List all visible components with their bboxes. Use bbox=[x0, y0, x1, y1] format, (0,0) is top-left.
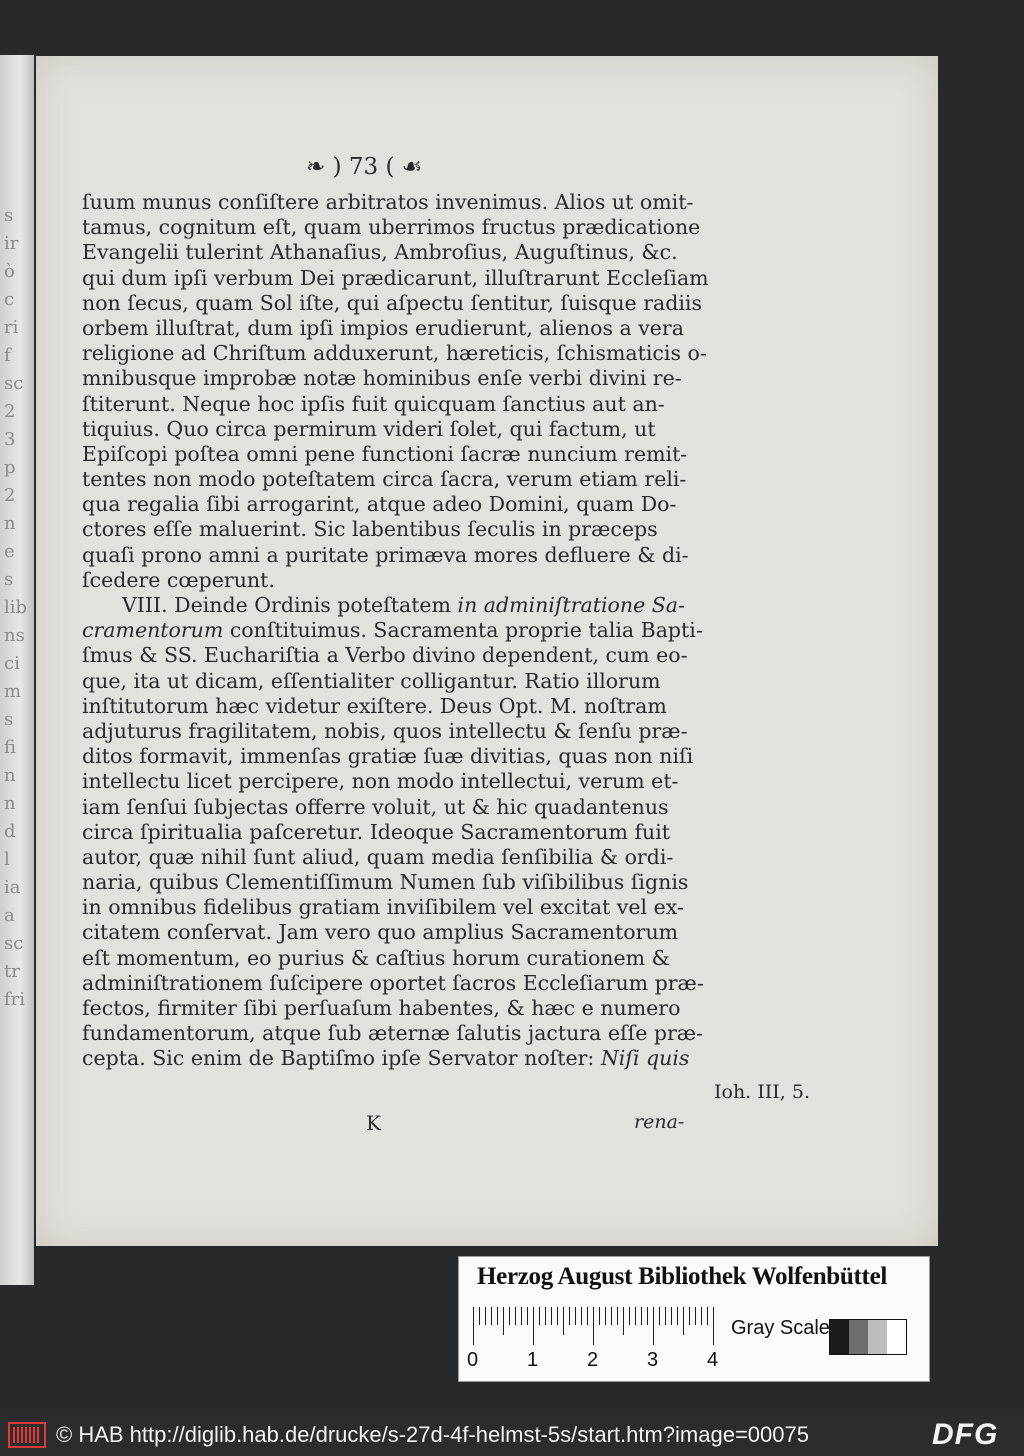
text-run: orbem illuſtrat, dum ipſi impios erudierunt, alienos a vera bbox=[82, 315, 684, 340]
text-line bbox=[82, 870, 702, 895]
ruler-tick bbox=[581, 1307, 582, 1325]
text-run: fundamentorum, atque ſub æternæ ſalutis jactura eſſe præ- bbox=[82, 1021, 703, 1046]
facing-page-fragment: ci bbox=[4, 653, 20, 674]
facing-page-fragment: s bbox=[4, 709, 14, 730]
grayscale-label: Gray Scale bbox=[731, 1317, 830, 1339]
ruler-tick bbox=[611, 1307, 612, 1325]
facing-page-fragment: n bbox=[4, 793, 16, 814]
text-line bbox=[82, 769, 702, 794]
text-line bbox=[82, 265, 709, 291]
ruler-tick bbox=[587, 1307, 588, 1325]
text-run: adjuturus fragilitatem, nobis, quos intellectu & ſenſu præ- bbox=[82, 718, 688, 743]
facing-page-fragment: lib bbox=[4, 597, 28, 618]
facing-page-fragment: e bbox=[4, 541, 15, 562]
facing-page-fragment: 2 bbox=[4, 485, 16, 506]
source-url[interactable]: © HAB http://diglib.hab.de/drucke/s-27d-4f-helmst-5s/start.htm?image=00075 bbox=[56, 1422, 809, 1447]
facing-page-fragment: ns bbox=[4, 625, 25, 646]
italic-run: Niſi quis bbox=[600, 1046, 690, 1071]
text-line bbox=[82, 492, 702, 517]
facing-page-fragment: d bbox=[4, 821, 16, 842]
ruler-tick bbox=[557, 1307, 558, 1325]
facing-page-edge bbox=[0, 55, 34, 1285]
text-run: cepta. Sic enim de Baptiſmo ipſe Servator noſter: bbox=[82, 1046, 601, 1071]
ruler-tick bbox=[599, 1307, 600, 1325]
text-run: tiquius. Quo circa permirum videri ſolet, qui factum, ut bbox=[82, 416, 656, 441]
ruler-tick bbox=[485, 1307, 486, 1325]
text-line bbox=[82, 190, 702, 215]
facing-page-fragment: sc bbox=[4, 373, 24, 394]
text-line bbox=[82, 417, 702, 442]
text-line bbox=[82, 946, 702, 971]
ruler-number: 2 bbox=[587, 1349, 599, 1371]
text-line bbox=[82, 341, 707, 366]
text-run: citatem conſervat. Jam vero quo amplius Sacramentorum bbox=[82, 920, 679, 945]
ruler-tick bbox=[647, 1307, 648, 1325]
facing-page-fragment: fi bbox=[4, 737, 17, 758]
italic-run: cramentorum bbox=[82, 618, 224, 643]
facing-page-fragment: sc bbox=[4, 933, 24, 954]
ruler-number: 1 bbox=[527, 1349, 539, 1371]
ruler-number: 4 bbox=[707, 1349, 719, 1371]
library-title: Herzog August Bibliothek Wolfenbüttel bbox=[477, 1263, 888, 1290]
facing-page-fragment: m bbox=[4, 681, 22, 702]
text-run: que, ita ut dicam, eſſentialiter colligantur. Ratio illorum bbox=[82, 668, 661, 693]
facing-page-fragment: s bbox=[4, 569, 14, 590]
text-run: intellectu licet percipere, non modo intellectui, verum et- bbox=[82, 769, 679, 794]
text-run: ſuum munus conſiſtere arbitratos invenimus. Alios ut omit- bbox=[82, 190, 694, 214]
text-line bbox=[82, 669, 702, 694]
text-line bbox=[82, 1021, 702, 1046]
book-page bbox=[36, 56, 938, 1246]
ruler-tick bbox=[695, 1307, 696, 1325]
ruler-tick bbox=[653, 1307, 654, 1345]
ruler-tick bbox=[575, 1307, 576, 1325]
text-line bbox=[82, 517, 702, 542]
ruler-tick bbox=[569, 1307, 570, 1325]
ruler-tick bbox=[635, 1307, 636, 1325]
ruler-tick bbox=[491, 1307, 492, 1325]
text-run: ctores eſſe maluerint. Sic labentibus ſeculis in præceps bbox=[82, 517, 658, 542]
ruler-numbers bbox=[467, 1349, 727, 1373]
ruler-tick bbox=[641, 1307, 642, 1325]
text-run: tamus, cognitum eſt, quam uberrimos fructus prædicatione bbox=[82, 215, 701, 240]
text-run: eſt momentum, eo purius & caſtius horum curationem & bbox=[82, 945, 670, 970]
text-run: adminiſtrationem ſuſcipere oportet ſacros Eccleſiarum præ- bbox=[82, 970, 704, 995]
ruler-tick bbox=[503, 1307, 504, 1335]
text-line bbox=[82, 719, 702, 744]
text-line bbox=[82, 971, 702, 996]
ruler-tick bbox=[683, 1307, 684, 1335]
text-line bbox=[82, 543, 702, 568]
facing-page-fragment: ò bbox=[4, 261, 15, 282]
text-run: qui dum ipſi verbum Dei prædicarunt, illuſtrarunt Eccleſiam bbox=[82, 265, 709, 290]
ruler-tick bbox=[551, 1307, 552, 1325]
ruler-number: 0 bbox=[467, 1349, 479, 1371]
gray-swatch bbox=[830, 1320, 849, 1354]
signature-mark: K bbox=[366, 1111, 381, 1135]
text-run: tentes non modo poteſtatem circa ſacra, verum etiam reli- bbox=[82, 467, 687, 492]
ruler-tick bbox=[521, 1307, 522, 1325]
text-run: iam ſenſui ſubjectas offerre voluit, ut & hic quadantenus bbox=[82, 794, 669, 819]
text-line bbox=[82, 820, 702, 845]
text-line bbox=[82, 442, 702, 467]
text-run: mnibusque improbæ notæ hominibus enſe verbi divini re- bbox=[82, 366, 682, 391]
gray-swatch bbox=[849, 1320, 868, 1354]
text-run: ditos formavit, immenſas gratiæ ſuæ divitias, quas non niſi bbox=[82, 744, 694, 769]
gray-swatch bbox=[887, 1320, 906, 1354]
ruler-tick bbox=[623, 1307, 624, 1335]
text-run: conſtituimus. Sacramenta proprie talia Bapti- bbox=[223, 618, 703, 643]
text-line bbox=[82, 1046, 702, 1071]
ruler-tick bbox=[515, 1307, 516, 1325]
text-line bbox=[82, 316, 702, 341]
facing-page-fragment: a bbox=[4, 905, 15, 926]
body-text bbox=[82, 190, 709, 1072]
facing-page-fragment: ir bbox=[4, 233, 19, 254]
catchword: rena- bbox=[634, 1111, 685, 1133]
ruler-tick bbox=[659, 1307, 660, 1325]
facing-page-fragment: p bbox=[4, 457, 16, 478]
text-line bbox=[82, 467, 702, 492]
text-line bbox=[82, 744, 702, 769]
ruler-tick bbox=[689, 1307, 690, 1325]
text-run: ſcedere cœperunt. bbox=[82, 567, 275, 592]
ruler-tick bbox=[479, 1307, 480, 1325]
ruler-tick bbox=[563, 1307, 564, 1335]
gray-swatch bbox=[868, 1320, 887, 1354]
ruler bbox=[473, 1307, 717, 1347]
footer-bar bbox=[0, 1414, 1024, 1456]
ruler-tick bbox=[671, 1307, 672, 1325]
facing-page-fragment: 3 bbox=[4, 429, 16, 450]
text-line bbox=[82, 593, 702, 618]
text-run: inſtitutorum hæc videtur exiſtere. Deus Opt. M. noſtram bbox=[82, 693, 667, 718]
text-run: in omnibus fidelibus gratiam inviſibilem vel excitat vel ex- bbox=[82, 895, 684, 920]
dfg-logo: DFG bbox=[932, 1418, 999, 1451]
text-line bbox=[82, 845, 702, 870]
ruler-number: 3 bbox=[647, 1349, 659, 1371]
color-target-card bbox=[458, 1256, 930, 1382]
text-run: circa ſpiritualia paſceretur. Ideoque Sacramentorum fuit bbox=[82, 819, 671, 844]
facing-page-fragment: c bbox=[4, 289, 15, 310]
text-run: fectos, firmiter ſibi perſuaſum habentes, & hæc e numero bbox=[82, 996, 681, 1020]
facing-page-fragment: f bbox=[4, 345, 11, 366]
text-run: Epiſcopi poſtea omni pene functioni ſacræ nuncium remit- bbox=[82, 441, 688, 466]
ruler-tick bbox=[509, 1307, 510, 1325]
facing-page-fragment: tr bbox=[4, 961, 20, 982]
hab-logo-icon bbox=[8, 1422, 46, 1448]
ruler-tick bbox=[533, 1307, 534, 1345]
ruler-tick bbox=[593, 1307, 594, 1345]
ruler-tick bbox=[713, 1307, 714, 1345]
text-run: autor, quæ nihil ſunt aliud, quam media ſenſibilia & ordi- bbox=[82, 844, 674, 869]
facing-page-fragment: 2 bbox=[4, 401, 16, 422]
ruler-tick bbox=[497, 1307, 498, 1325]
text-line bbox=[82, 366, 702, 391]
text-line bbox=[82, 240, 702, 265]
ruler-tick bbox=[527, 1307, 528, 1325]
facing-page-fragment: ri bbox=[4, 317, 19, 338]
text-run: non ſecus, quam Sol iſte, qui aſpectu ſentitur, ſuisque radiis bbox=[82, 290, 702, 315]
text-line bbox=[82, 694, 702, 719]
ruler-tick bbox=[707, 1307, 708, 1325]
italic-run: in adminiſtratione Sa- bbox=[457, 593, 685, 617]
text-line bbox=[82, 618, 702, 643]
text-run: naria, quibus Clementiſſimum Numen ſub viſibilibus ſignis bbox=[82, 870, 689, 895]
text-line bbox=[82, 215, 702, 240]
ruler-tick bbox=[677, 1307, 678, 1325]
ruler-tick bbox=[539, 1307, 540, 1325]
text-run: quaſi prono amni a puritate primæva mores defluere & di- bbox=[82, 542, 689, 567]
text-run: ſmus & SS. Euchariſtia a Verbo divino dependent, cum eo- bbox=[82, 643, 688, 668]
text-line bbox=[82, 392, 702, 417]
facing-page-fragment: n bbox=[4, 765, 16, 786]
text-run: religione ad Chriſtum adduxerunt, hæreticis, ſchismaticis o- bbox=[82, 341, 707, 366]
text-line bbox=[82, 795, 702, 820]
ruler-tick bbox=[605, 1307, 606, 1325]
text-run: Evangelii tulerint Athanaſius, Ambroſius, Auguſtinus, &c. bbox=[82, 240, 678, 265]
ruler-tick bbox=[617, 1307, 618, 1325]
text-line bbox=[82, 895, 702, 920]
text-line bbox=[82, 291, 702, 316]
text-line bbox=[82, 643, 702, 668]
facing-page-fragment: n bbox=[4, 513, 16, 534]
text-run: VIII. Deinde Ordinis poteſtatem bbox=[122, 593, 458, 617]
facing-page-fragment: ia bbox=[4, 877, 21, 898]
page-header: ❧ ) 73 ( ☙ bbox=[306, 154, 423, 180]
text-line bbox=[82, 568, 702, 593]
text-line bbox=[82, 920, 702, 945]
ruler-tick bbox=[473, 1307, 474, 1345]
facing-page-fragment: fri bbox=[4, 989, 26, 1010]
ruler-tick bbox=[545, 1307, 546, 1325]
facing-page-fragment: l bbox=[4, 849, 10, 870]
text-line bbox=[82, 996, 702, 1021]
facing-page-fragment: s bbox=[4, 205, 14, 226]
ruler-tick bbox=[701, 1307, 702, 1325]
margin-note: Ioh. III, 5. bbox=[714, 1081, 810, 1103]
ruler-tick bbox=[629, 1307, 630, 1325]
ruler-tick bbox=[665, 1307, 666, 1325]
grayscale-swatches bbox=[829, 1319, 907, 1355]
text-run: ſtiterunt. Neque hoc ipſis fuit quicquam ſanctius aut an- bbox=[82, 391, 665, 416]
text-run: qua regalia ſibi arrogarint, atque adeo Domini, quam Do- bbox=[82, 492, 677, 517]
